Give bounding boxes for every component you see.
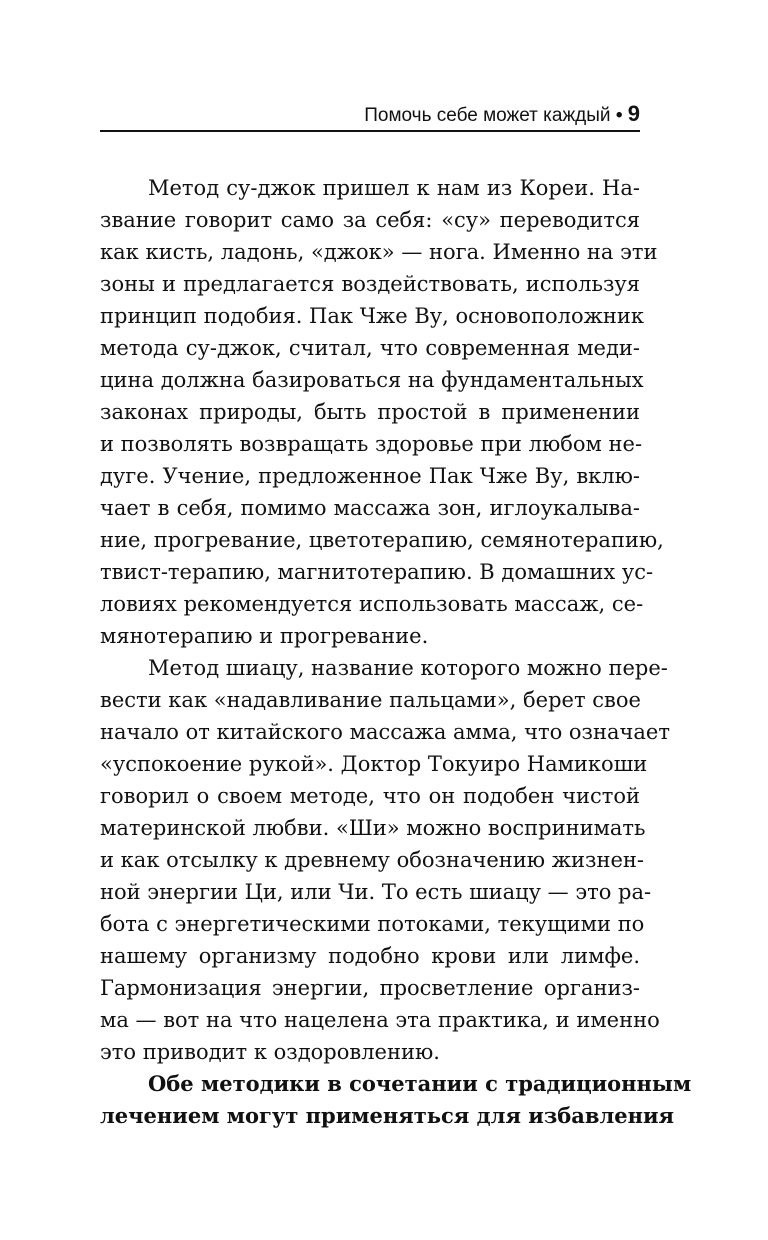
text-line: мянотерапию и прогревание. <box>100 624 429 648</box>
text-line: Обе методики в сочетании с традиционным <box>148 1071 692 1096</box>
header-rule <box>100 130 640 132</box>
page-number: 9 <box>627 101 640 126</box>
text-line: начало от китайского массажа амма, что означает <box>100 720 670 744</box>
text-line: Метод шиацу, название которого можно пере- <box>148 656 668 680</box>
text-line: и как отсылку к древнему обозначению жизнен- <box>100 848 645 872</box>
text-line: зоны и предлагается воздействовать, используя <box>100 272 640 296</box>
text-line: законах природы, быть простой в применении <box>100 400 640 424</box>
text-line: это приводит к оздоровлению. <box>100 1040 440 1064</box>
text-line: метода су-джок, считал, что современная меди- <box>100 336 640 360</box>
text-line: принцип подобия. Пак Чже Ву, основоположник <box>100 304 645 328</box>
text-line: ма — вот на что нацелена эта практика, и именно <box>100 1008 660 1032</box>
text-line: вести как «надавливание пальцами», берет свое <box>100 688 641 712</box>
text-line: звание говорит само за себя: «су» переводится <box>100 208 640 232</box>
text-line: дуге. Учение, предложенное Пак Чже Ву, вклю- <box>100 464 640 488</box>
text-line: «успокоение рукой». Доктор Токуиро Намикоши <box>100 752 648 776</box>
paragraph-shiatsu <box>100 652 670 1068</box>
text-line: ние, прогревание, цветотерапию, семянотерапию, <box>100 528 664 552</box>
running-head-title: Помочь себе может каждый <box>364 105 611 126</box>
text-line: чает в себя, помимо массажа зон, иглоукалыва- <box>100 496 640 520</box>
running-header <box>100 100 640 128</box>
text-line: бота с энергетическими потоками, текущими по <box>100 912 645 936</box>
paragraph-conclusion-bold <box>100 1068 692 1132</box>
paragraph-su-jok <box>100 172 664 652</box>
text-line: ной энергии Ци, или Чи. То есть шиацу — это ра- <box>100 880 652 904</box>
running-head-bullet: • <box>615 105 623 126</box>
text-line: как кисть, ладонь, «джок» — нога. Именно на эти <box>100 240 658 264</box>
text-line: Гармонизация энергии, просветление организ- <box>100 976 640 1000</box>
text-line: говорил о своем методе, что он подобен чистой <box>100 784 640 808</box>
text-line: лечением могут применяться для избавления <box>100 1103 675 1128</box>
text-line: цина должна базироваться на фундаментальных <box>100 368 644 392</box>
body-text <box>100 172 692 1132</box>
text-line: и позволять возвращать здоровье при любом не- <box>100 432 643 456</box>
text-line: ловиях рекомендуется использовать массаж, се- <box>100 592 644 616</box>
text-line: материнской любви. «Ши» можно воспринимать <box>100 816 646 840</box>
text-line: Метод су-джок пришел к нам из Кореи. На- <box>148 176 640 200</box>
text-line: твист-терапию, магнитотерапию. В домашних ус- <box>100 560 654 584</box>
text-line: нашему организму подобно крови или лимфе. <box>100 944 640 968</box>
